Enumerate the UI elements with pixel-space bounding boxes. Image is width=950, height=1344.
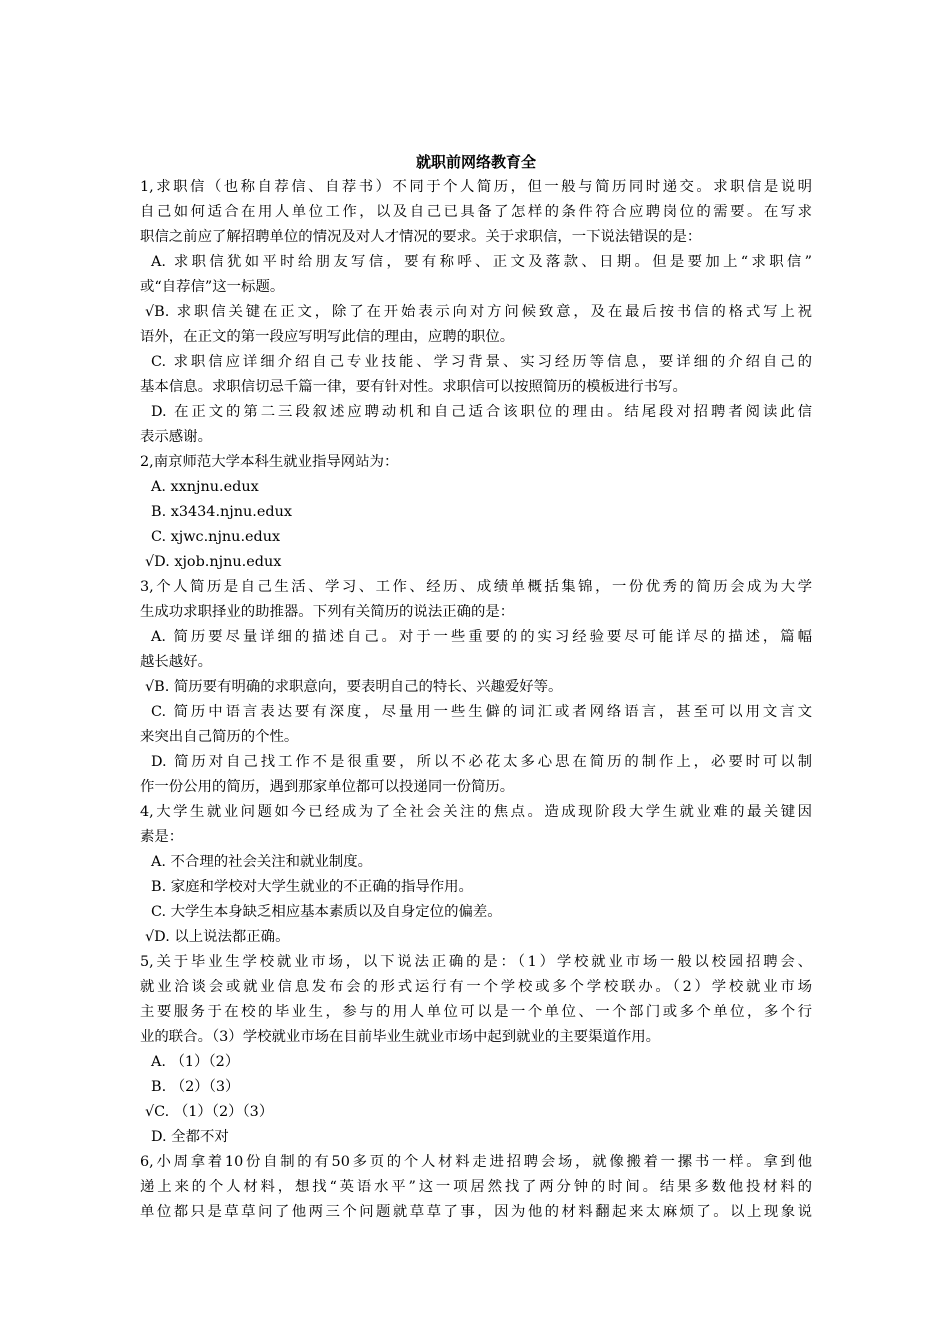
answer-line: √B. 简历要有明确的求职意向，要表明自己的特长、兴趣爱好等。 xyxy=(145,679,563,695)
question-line: 3,个人简历是自己生活、学习、工作、经历、成绩单概括集锦，一份优秀的简历会成为大学 xyxy=(140,579,812,595)
text-line: 递上来的个人材料，想找“英语水平”这一项居然找了两分钟的时间。结果多数他投材料的 xyxy=(140,1179,812,1195)
text-line: 作一份公用的简历，遇到那家单位都可以投递同一份简历。 xyxy=(140,779,515,795)
option-line: C. 求职信应详细介绍自己专业技能、学习背景、实习经历等信息，要详细的介绍自己的 xyxy=(151,354,812,370)
option-line: D. 在正文的第二三段叙述应聘动机和自己适合该职位的理由。结尾段对招聘者阅读此信 xyxy=(151,404,812,420)
text-line: 业的联合。（3）学校就业市场在目前毕业生就业市场中起到就业的主要渠道作用。 xyxy=(140,1029,661,1045)
option-line: B. 家庭和学校对大学生就业的不正确的指导作用。 xyxy=(151,879,473,895)
text-line: 基本信息。求职信切忌千篇一律，要有针对性。求职信可以按照简历的模板进行书写。 xyxy=(140,379,687,395)
text-line: 就业洽谈会或就业信息发布会的形式运行有一个学校或多个学校联办。（2）学校就业市场 xyxy=(140,979,812,995)
text-line: 职信之前应了解招聘单位的情况及对人才情况的要求。关于求职信，一下说法错误的是： xyxy=(140,229,702,245)
text-line: 语外，在正文的第一段应写明写此信的理由，应聘的职位。 xyxy=(140,329,515,345)
option-line: A. （1）（2） xyxy=(151,1054,240,1070)
option-line: A. xxnjnu.edux xyxy=(151,479,259,495)
text-line: 生成功求职择业的助推器。下列有关简历的说法正确的是： xyxy=(140,604,515,620)
option-line: A. 简历要尽量详细的描述自己。对于一些重要的的实习经验要尽可能详尽的描述，篇幅 xyxy=(151,629,812,645)
option-line: B. （2）（3） xyxy=(151,1079,240,1095)
option-line: C. 简历中语言表达要有深度，尽量用一些生僻的词汇或者网络语言，甚至可以用文言文 xyxy=(151,704,812,720)
question-line: 5,关于毕业生学校就业市场，以下说法正确的是：（1）学校就业市场一般以校园招聘会、 xyxy=(140,954,812,970)
text-line: 主要服务于在校的毕业生，参与的用人单位可以是一个单位、一个部门或多个单位，多个行 xyxy=(140,1004,812,1020)
text-line: 1,求职信（也称自荐信、自荐书）不同于个人简历，但一般与简历同时递交。求职信是说明 xyxy=(140,179,812,195)
text-line: 单位都只是草草问了他两三个问题就草草了事，因为他的材料翻起来太麻烦了。以上现象说 xyxy=(140,1204,812,1220)
answer-line: √C. （1）（2）（3） xyxy=(145,1104,274,1120)
answer-line: √D. 以上说法都正确。 xyxy=(145,929,290,945)
text-line: 或“自荐信”这一标题。 xyxy=(140,279,285,295)
text-line: 素是： xyxy=(140,829,184,845)
text-line: 自己如何适合在用人单位工作，以及自己已具备了怎样的条件符合应聘岗位的需要。在写求 xyxy=(140,204,812,220)
option-line: A. 不合理的社会关注和就业制度。 xyxy=(151,854,373,870)
option-line: B. x3434.njnu.edux xyxy=(151,504,292,520)
option-line: D. 简历对自己找工作不是很重要，所以不必花太多心思在简历的制作上，必要时可以制 xyxy=(151,754,812,770)
option-line: D. 全都不对 xyxy=(151,1129,229,1145)
text-line: 越长越好。 xyxy=(140,654,212,670)
document-title: 就职前网络教育全 xyxy=(415,153,536,171)
option-line: A. 求职信犹如平时给朋友写信，要有称呼、正文及落款、日期。但是要加上“求职信” xyxy=(151,254,812,270)
question-line: 4,大学生就业问题如今已经成为了全社会关注的焦点。造成现阶段大学生就业难的最关键因 xyxy=(140,804,812,820)
question-line: 2,南京师范大学本科生就业指导网站为： xyxy=(140,454,399,470)
answer-line: √D. xjob.njnu.edux xyxy=(145,554,282,570)
text-line: 表示感谢。 xyxy=(140,429,212,445)
answer-line: √B. 求职信关键在正文，除了在开始表示向对方问候致意，及在最后按书信的格式写上祝 xyxy=(145,304,812,320)
question-line: 6,小周拿着10份自制的有50多页的个人材料走进招聘会场，就像搬着一摞书一样。拿到他 xyxy=(140,1154,812,1170)
option-line: C. xjwc.njnu.edux xyxy=(151,529,281,545)
document-page xyxy=(140,150,812,1225)
option-line: C. 大学生本身缺乏相应基本素质以及自身定位的偏差。 xyxy=(151,904,502,920)
text-line: 来突出自己简历的个性。 xyxy=(140,729,299,745)
